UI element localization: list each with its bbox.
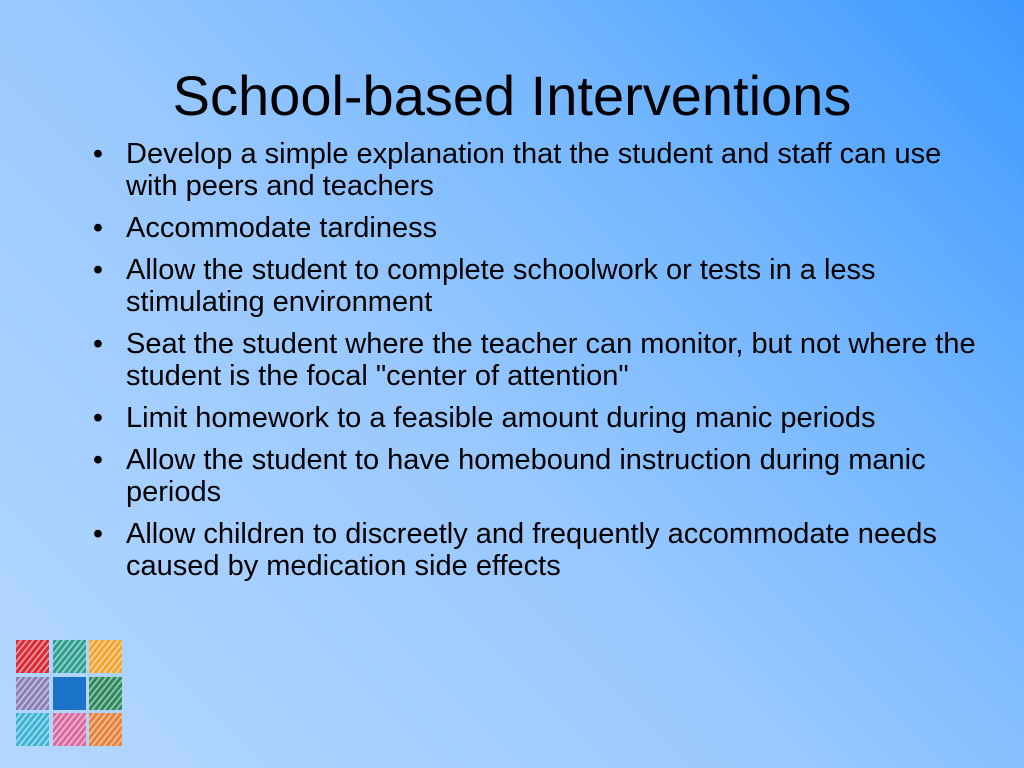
bullet-item	[88, 328, 998, 392]
bullet-item	[88, 212, 998, 244]
logo-tile	[89, 677, 122, 710]
bullet-item	[88, 518, 998, 582]
bullet-list	[88, 138, 998, 592]
bullet-item	[88, 402, 998, 434]
bullet-dot-icon: •	[92, 518, 104, 550]
bullet-item	[88, 444, 998, 508]
bullet-text: Seat the student where the teacher can monitor, but not where the student is the focal "center of attention"	[126, 328, 976, 392]
logo-tile	[53, 640, 86, 673]
bullet-dot-icon: •	[92, 138, 104, 170]
bullet-item	[88, 138, 998, 202]
bullet-text: Develop a simple explanation that the student and staff can use with peers and teachers	[126, 138, 942, 202]
slide-title: School-based Interventions	[172, 64, 852, 127]
logo-tile	[53, 713, 86, 746]
bullet-dot-icon: •	[92, 328, 104, 360]
logo-tile	[16, 640, 49, 673]
bullet-dot-icon: •	[92, 254, 104, 286]
bullet-dot-icon: •	[92, 212, 104, 244]
logo-tile	[89, 713, 122, 746]
logo-tile	[16, 713, 49, 746]
bullet-text: Allow the student to have homebound instruction during manic periods	[126, 444, 926, 508]
colored-tile-grid-logo	[16, 640, 122, 746]
logo-tile	[53, 677, 86, 710]
logo-tile	[89, 640, 122, 673]
bullet-text: Allow the student to complete schoolwork or tests in a less stimulating environment	[126, 254, 876, 318]
bullet-item	[88, 254, 998, 318]
bullet-text: Accommodate tardiness	[126, 212, 438, 244]
logo-tile	[16, 677, 49, 710]
bullet-text: Allow children to discreetly and frequently accommodate needs caused by medication side effects	[126, 518, 937, 582]
bullet-dot-icon: •	[92, 444, 104, 476]
bullet-dot-icon: •	[92, 402, 104, 434]
bullet-text: Limit homework to a feasible amount during manic periods	[126, 402, 876, 434]
